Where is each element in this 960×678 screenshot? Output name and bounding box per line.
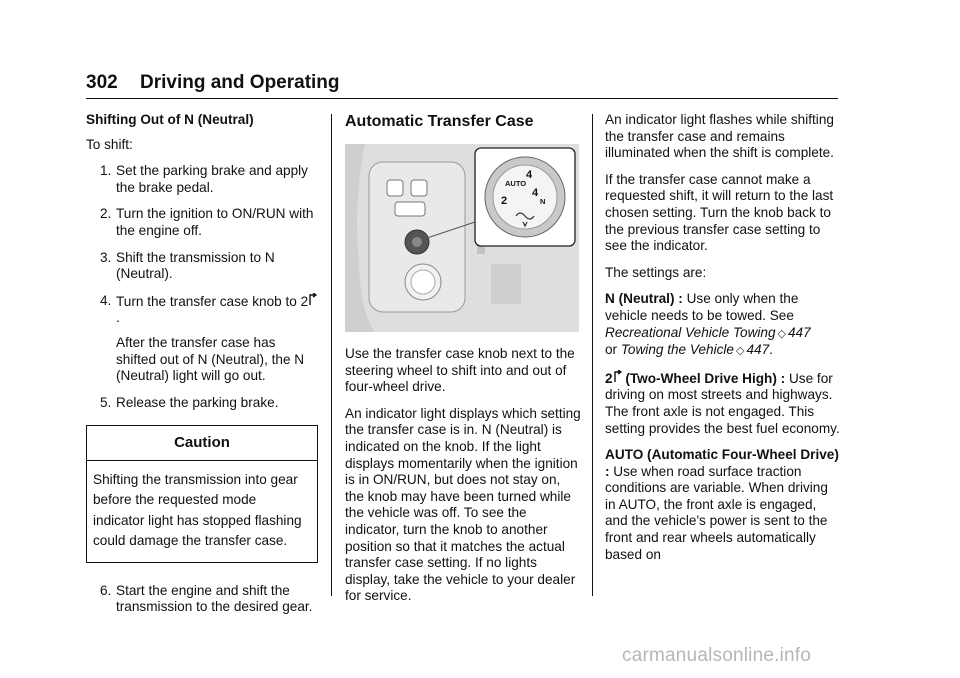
- steps-list-continued: [86, 583, 318, 616]
- step-text: Start the engine and shift the transmission to the desired gear.: [116, 582, 313, 615]
- description: Use for driving on most streets and highways. The front axle is not engaged. This setting provides the best fuel economy.: [605, 370, 840, 436]
- header-rule: [86, 98, 838, 99]
- step-number: 4.: [100, 292, 112, 308]
- term: (Two-Wheel Drive High) :: [621, 370, 786, 386]
- caution-box: [86, 425, 318, 562]
- step-text: Release the parking brake.: [116, 394, 279, 410]
- knob-label-4-low: 4: [532, 187, 539, 199]
- setting-neutral: [605, 291, 841, 359]
- column-divider-2: [592, 114, 593, 596]
- step-number: 3.: [100, 249, 112, 265]
- link-towing-the-vehicle[interactable]: [621, 342, 769, 357]
- step-text: Turn the ignition to ON/RUN with the engine off.: [116, 206, 314, 238]
- 2-high-icon: [308, 294, 317, 309]
- step-number: 6.: [100, 582, 112, 598]
- paragraph: An indicator light flashes while shifting the transfer case and remains illuminated when the shift is complete.: [605, 112, 834, 161]
- section-title: Driving and Operating: [140, 72, 340, 93]
- page-number: 302: [86, 72, 118, 93]
- knob-label-neutral: N: [540, 197, 546, 206]
- paragraph: An indicator light displays which setting the transfer case is in. N (Neutral) is indicated on the knob. If the light displays momentarily when the ignition is in ON/RUN, but does not stay on, the knob may have been turned while the vehicle was off. To see the indicator, turn the knob to another position so that it matches the actual transfer case setting. If no lights display, take the vehicle to your dealer for service.: [345, 405, 581, 604]
- step-number: 2.: [100, 206, 112, 222]
- link-text: Towing the Vehicle: [620, 342, 734, 358]
- 2-high-icon: [613, 371, 622, 386]
- term-number: 2: [605, 370, 613, 386]
- description: Use only when the vehicle needs to be towed. See: [605, 291, 799, 323]
- page-ref-icon: ◇: [735, 345, 745, 358]
- column-1: [86, 112, 318, 626]
- list-item: [86, 206, 318, 239]
- step-number: 5.: [100, 394, 112, 410]
- paragraph: The settings are:: [605, 264, 707, 280]
- column-3: [605, 112, 841, 573]
- list-item: [86, 395, 318, 412]
- link-recreational-vehicle-towing[interactable]: [605, 325, 811, 340]
- list-item: [86, 250, 318, 283]
- page-ref: 447: [746, 342, 770, 358]
- step-number: 1.: [100, 163, 112, 179]
- transfer-case-knob-figure: [345, 144, 579, 332]
- step-subtext: After the transfer case has shifted out of N (Neutral), the N (Neutral) light will go out.: [116, 334, 305, 384]
- subheading-automatic-transfer-case: Automatic Transfer Case: [345, 113, 534, 130]
- term: AUTO (Automatic Four-Wheel Drive) :: [605, 447, 839, 479]
- list-item: [86, 583, 318, 616]
- caution-body: Shifting the transmission into gear before the requested mode indicator light has stopped flashing could damage the transfer case.: [93, 471, 302, 549]
- step-text: Turn the transfer case knob to 2: [116, 293, 309, 309]
- link-text: Recreational Vehicle Towing: [605, 324, 776, 340]
- step-text: Set the parking brake and apply the brake pedal.: [116, 163, 308, 195]
- page-ref: 447: [788, 324, 811, 340]
- term: N (Neutral) :: [605, 291, 683, 307]
- paragraph: If the transfer case cannot make a requested shift, it will return to the last chosen setting. Turn the knob back to the previous transfer case setting to see the indicator.: [605, 171, 834, 254]
- step-text: Shift the transmission to N (Neutral).: [116, 249, 275, 282]
- period: .: [769, 342, 773, 358]
- caution-title: Caution: [87, 426, 317, 461]
- list-item: [86, 163, 318, 196]
- intro-text: To shift:: [86, 136, 133, 152]
- step-suffix: .: [116, 310, 120, 326]
- knob-label-4-high: 4: [526, 169, 533, 181]
- knob-label-auto: AUTO: [505, 179, 527, 188]
- subheading-shifting-out-of-neutral: Shifting Out of N (Neutral): [86, 112, 254, 127]
- column-divider-1: [331, 114, 332, 596]
- setting-two-high: [605, 370, 841, 437]
- watermark: carmanualsonline.info: [622, 645, 812, 666]
- steps-list: [86, 163, 318, 411]
- column-2: [345, 112, 581, 615]
- description: Use when road surface traction conditions are variable. When driving in AUTO, the front axle is engaged, and the vehicle's power is sent to the front and rear wheels automatically based on: [605, 463, 828, 562]
- knob-label-2-high: 2: [501, 195, 508, 207]
- connector: or: [605, 342, 621, 358]
- page-ref-icon: ◇: [777, 327, 786, 340]
- page-header: [86, 70, 838, 100]
- setting-auto: [605, 447, 841, 563]
- paragraph: Use the transfer case knob next to the steering wheel to shift into and out of four-wheel drive.: [345, 346, 575, 395]
- list-item: [86, 293, 318, 385]
